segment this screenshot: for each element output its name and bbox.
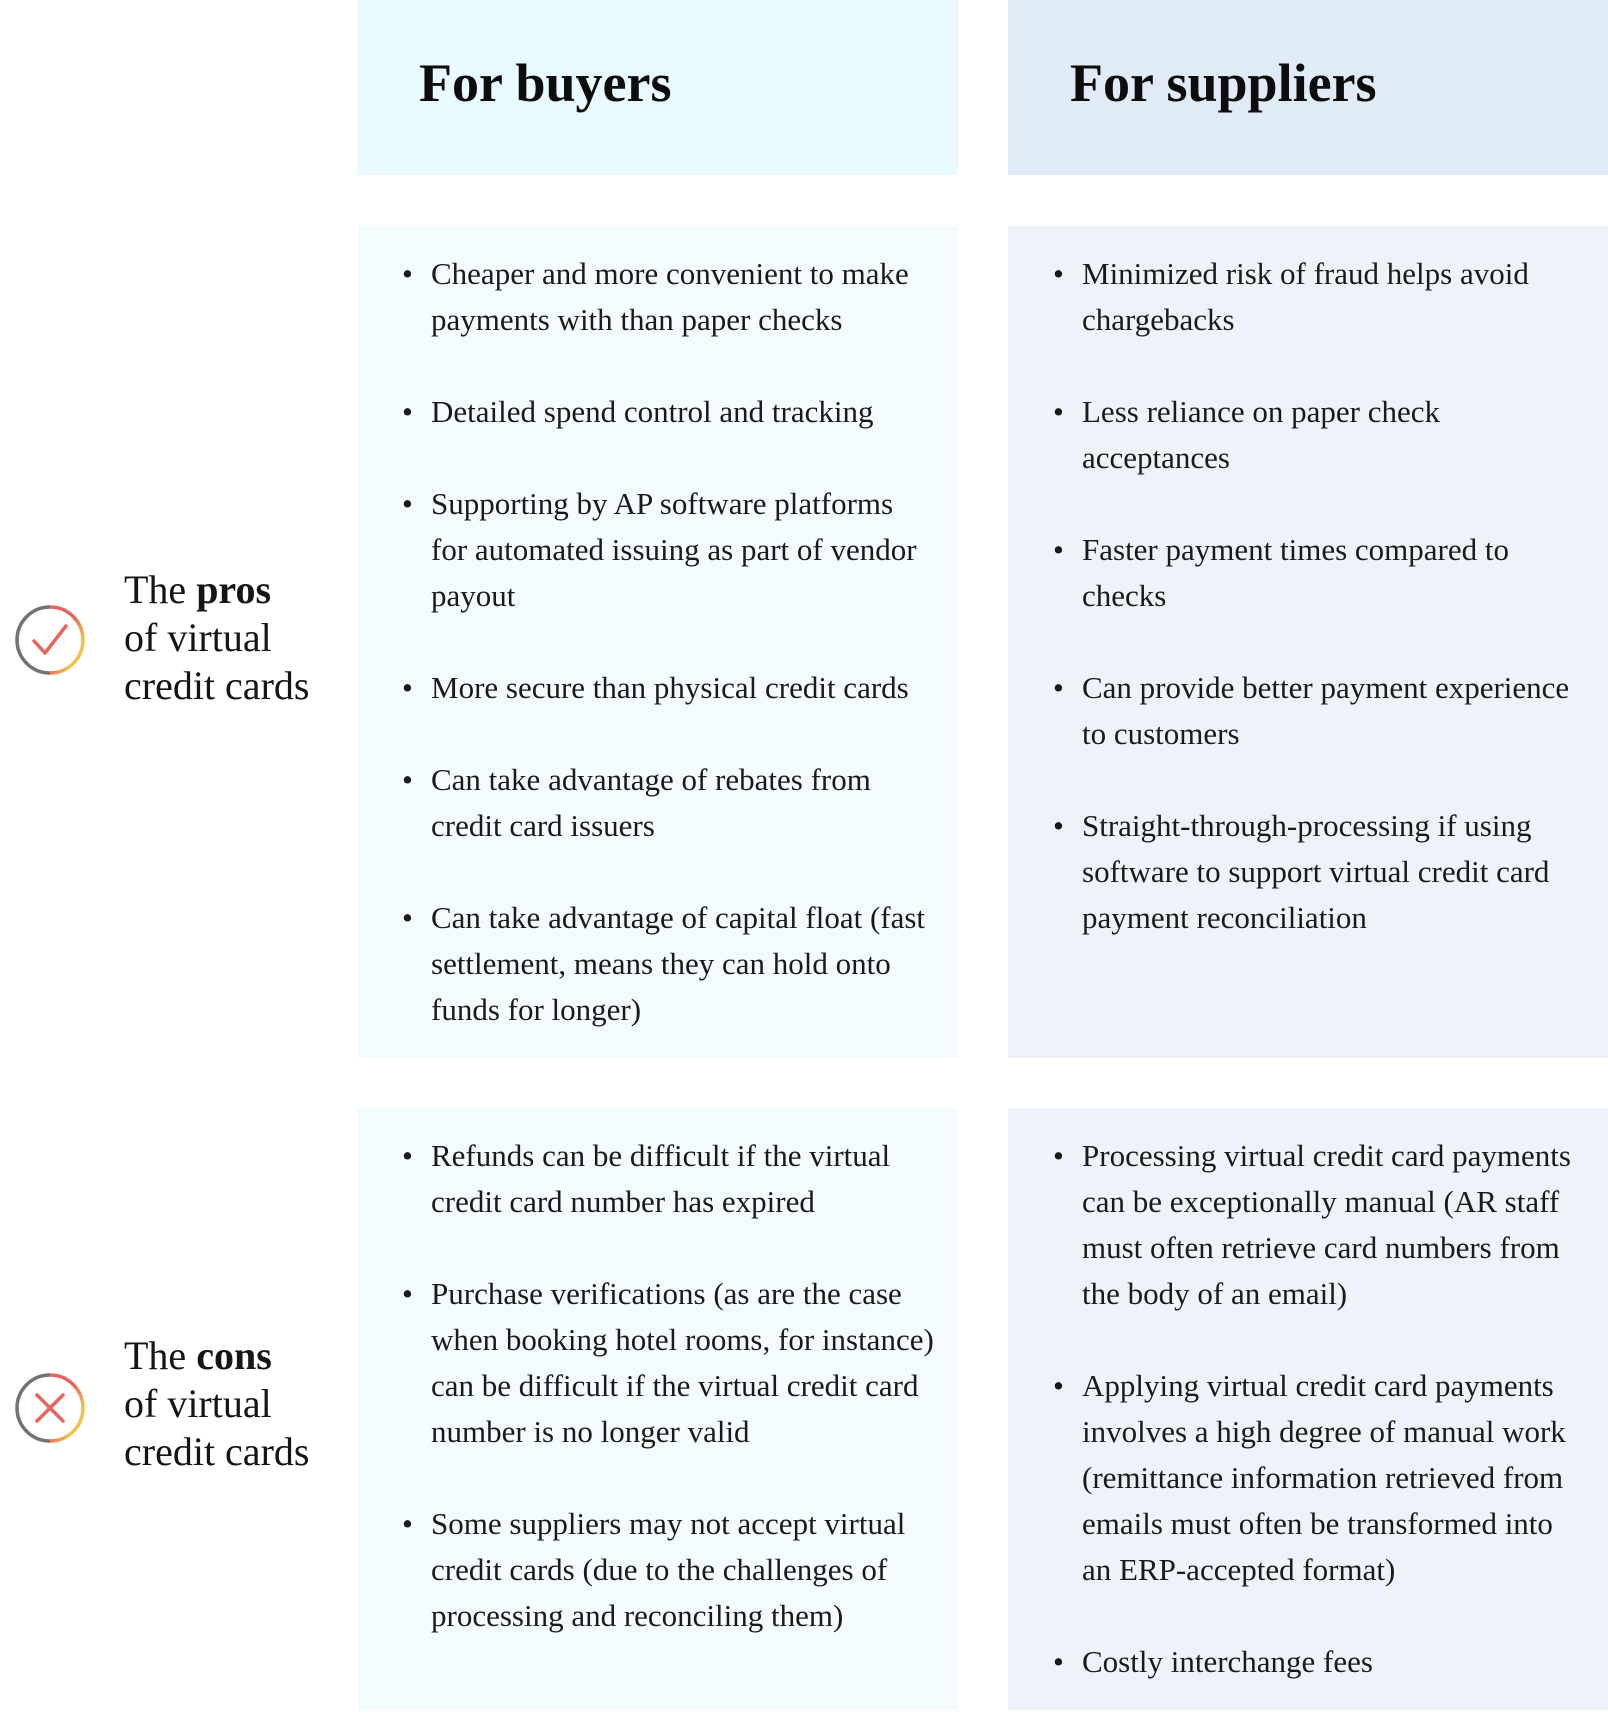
bullet-icon: • <box>1053 1138 1064 1173</box>
bullet-icon: • <box>402 256 413 291</box>
buyers-column-title: For buyers <box>419 53 672 113</box>
bullet-icon: • <box>1053 1368 1064 1403</box>
list-item <box>357 1501 958 1639</box>
cons-label-line3: credit cards <box>124 1429 310 1474</box>
cons-label-text <box>124 1332 309 1476</box>
list-item-text: Some suppliers may not accept virtual credit cards (due to the challenges of processing and reconciling them) <box>431 1506 906 1633</box>
list-item-text: Applying virtual credit card payments involves a high degree of manual work (remittance information retrieved from emails must often be transformed into an ERP-accepted format) <box>1082 1368 1566 1587</box>
bullet-icon: • <box>1053 394 1064 429</box>
list-item <box>1008 251 1608 343</box>
cons-label-prefix: The <box>124 1333 187 1378</box>
bullet-icon: • <box>402 394 413 429</box>
list-item-text: Detailed spend control and tracking <box>431 394 874 429</box>
bullet-icon: • <box>402 1276 413 1311</box>
list-item-text: Costly interchange fees <box>1082 1644 1373 1679</box>
list-item-text: Straight-through-processing if using software to support virtual credit card payment reconciliation <box>1082 808 1550 935</box>
list-item <box>357 251 958 343</box>
list-item <box>357 665 958 711</box>
list-item <box>1008 527 1608 619</box>
list-item-text: Faster payment times compared to checks <box>1082 532 1509 613</box>
list-item <box>1008 803 1608 941</box>
list-item <box>1008 1363 1608 1593</box>
suppliers-column-header <box>1008 0 1608 175</box>
list-item <box>357 895 958 1033</box>
bullet-icon: • <box>1053 532 1064 567</box>
pros-label-bold: pros <box>196 567 272 612</box>
bullet-icon: • <box>1053 256 1064 291</box>
list-item-text: Purchase verifications (as are the case when booking hotel rooms, for instance) can be difficult if the virtual credit card number is no longer valid <box>431 1276 934 1449</box>
bullet-icon: • <box>402 762 413 797</box>
pros-label-line3: credit cards <box>124 663 310 708</box>
list-item <box>1008 1133 1608 1317</box>
bullet-icon: • <box>1053 670 1064 705</box>
list-item <box>1008 389 1608 481</box>
list-item <box>357 757 958 849</box>
pros-label-line2: of virtual <box>124 615 272 660</box>
cons-row-label <box>0 1332 340 1482</box>
bullet-icon: • <box>402 1506 413 1541</box>
bullet-icon: • <box>1053 1644 1064 1679</box>
pros-row-label <box>0 566 340 716</box>
list-item-text: Less reliance on paper check acceptances <box>1082 394 1441 475</box>
list-item-text: Processing virtual credit card payments can be exceptionally manual (AR staff must often retrieve card numbers from the body of an email) <box>1082 1138 1571 1311</box>
cons-buyers-list <box>357 1133 958 1685</box>
bullet-icon: • <box>402 1138 413 1173</box>
bullet-icon: • <box>1053 808 1064 843</box>
list-item-text: Can take advantage of capital float (fast settlement, means they can hold onto funds for longer) <box>431 900 926 1027</box>
list-item-text: Supporting by AP software platforms for automated issuing as part of vendor payout <box>431 486 917 613</box>
cons-suppliers-list <box>1008 1133 1608 1731</box>
list-item <box>357 481 958 619</box>
cons-buyers-panel <box>357 1108 958 1710</box>
buyers-column-header <box>357 0 958 175</box>
pros-label-prefix: The <box>124 567 187 612</box>
list-item-text: Can provide better payment experience to customers <box>1082 670 1570 751</box>
check-circle-icon <box>14 604 86 676</box>
list-item-text: Cheaper and more convenient to make payments with than paper checks <box>431 256 909 337</box>
cons-label-line2: of virtual <box>124 1381 272 1426</box>
list-item-text: Refunds can be difficult if the virtual credit card number has expired <box>431 1138 891 1219</box>
suppliers-column-title: For suppliers <box>1070 53 1377 113</box>
pros-suppliers-panel <box>1008 226 1608 1058</box>
bullet-icon: • <box>402 670 413 705</box>
pros-suppliers-list <box>1008 251 1608 987</box>
pros-buyers-panel <box>357 226 958 1058</box>
list-item <box>357 1271 958 1455</box>
list-item <box>357 389 958 435</box>
cons-suppliers-panel <box>1008 1108 1608 1710</box>
list-item-text: More secure than physical credit cards <box>431 670 909 705</box>
bullet-icon: • <box>402 900 413 935</box>
list-item-text: Minimized risk of fraud helps avoid chargebacks <box>1082 256 1529 337</box>
list-item <box>357 1133 958 1225</box>
list-item <box>1008 665 1608 757</box>
pros-buyers-list <box>357 251 958 1079</box>
bullet-icon: • <box>402 486 413 521</box>
list-item-text: Can take advantage of rebates from credit card issuers <box>431 762 871 843</box>
list-item <box>1008 1639 1608 1685</box>
cons-label-bold: cons <box>196 1333 272 1378</box>
pros-label-text <box>124 566 309 710</box>
x-circle-icon <box>14 1372 86 1444</box>
